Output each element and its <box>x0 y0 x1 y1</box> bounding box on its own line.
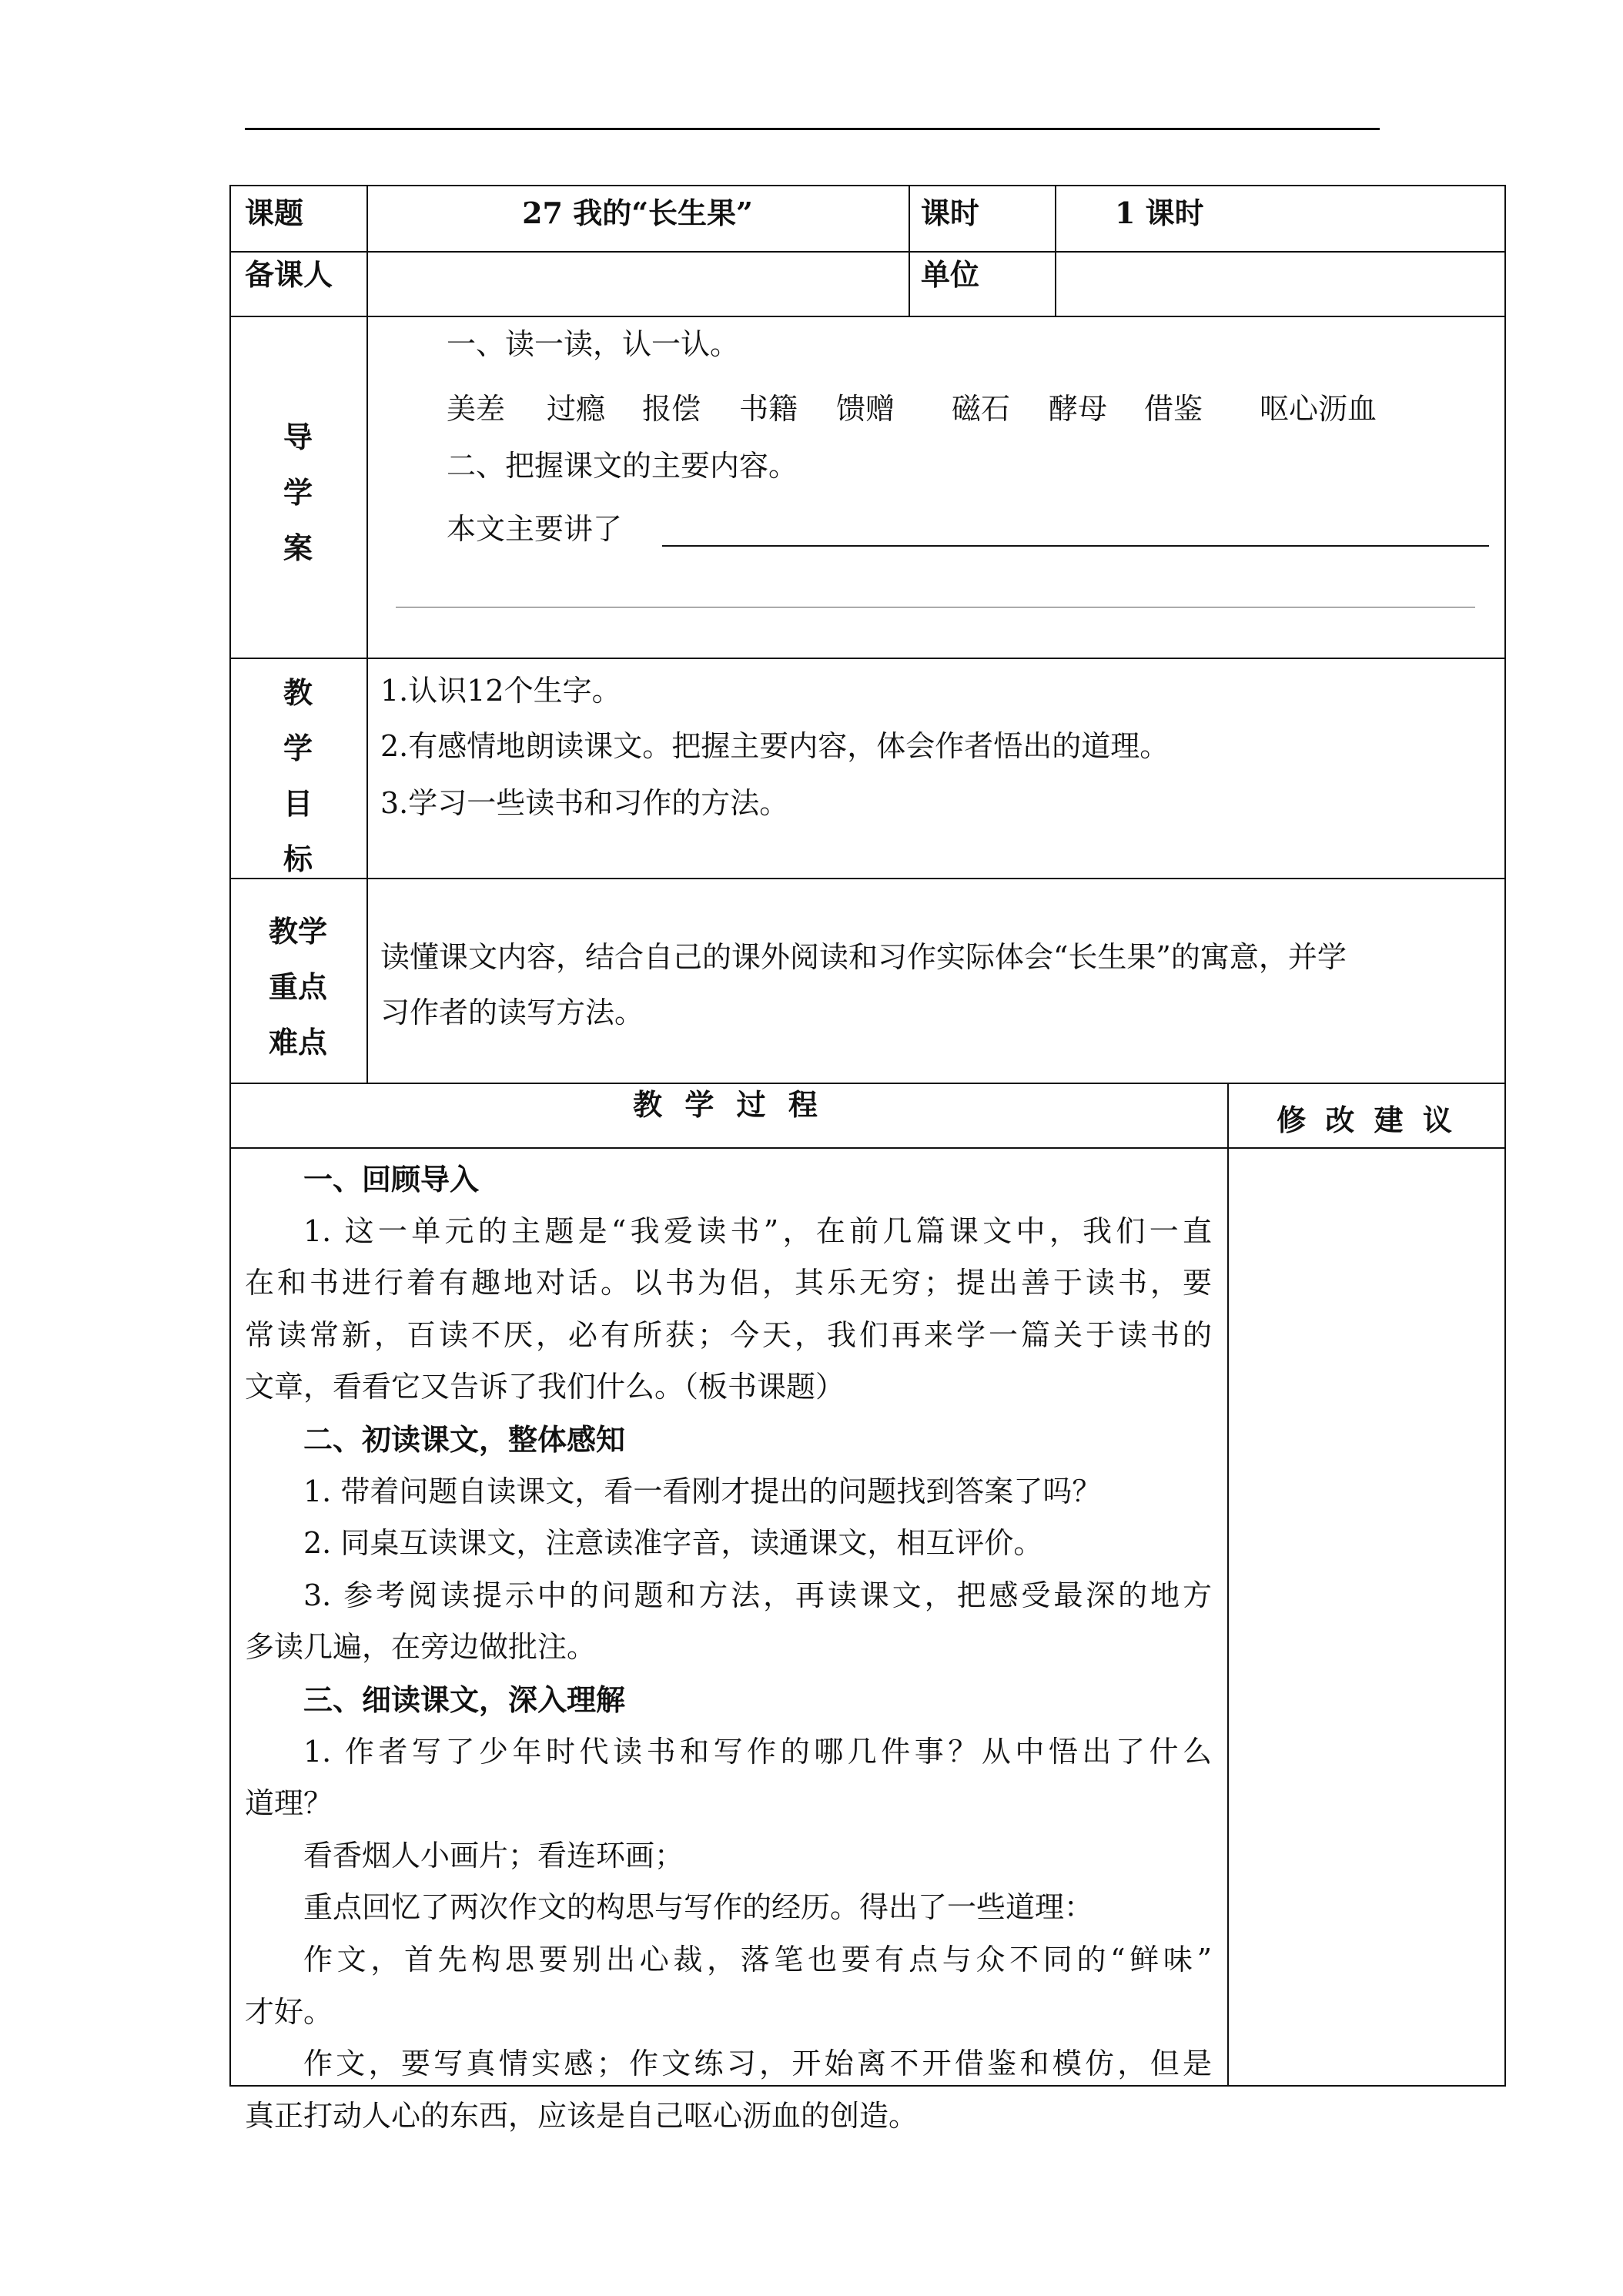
goal-item: 2.有感情地朗读课文。把握主要内容，体会作者悟出的道理。 <box>380 729 1170 763</box>
vocab-word: 报偿 <box>642 392 701 426</box>
process-line: 多读几遍，在旁边做批注。 <box>245 1630 597 1665</box>
key-points-line: 习作者的读写方法。 <box>380 996 644 1029</box>
key-points-line: 读懂课文内容，结合自己的课外阅读和习作实际体会“长生果”的寓意，并学 <box>380 940 1347 974</box>
process-line: 真正打动人心的东西，应该是自己呕心沥血的创造。 <box>245 2098 919 2133</box>
period-value: 1 课时 <box>1115 196 1204 230</box>
topic-label: 课题 <box>245 196 304 230</box>
vocab-word: 磁石 <box>952 392 1011 426</box>
row-divider <box>229 658 1506 659</box>
process-line: 1. 作者写了少年时代读书和写作的哪几件事？从中悟出了什么 <box>303 1734 1212 1769</box>
vocab-word: 呕心沥血 <box>1260 392 1377 426</box>
vocab-word: 美差 <box>447 392 506 426</box>
guide-label: 导 学 案 <box>283 420 313 565</box>
column-divider <box>1227 1083 1229 2087</box>
vocab-word: 过瘾 <box>547 392 606 426</box>
preparer-label: 备课人 <box>245 257 333 292</box>
column-divider <box>1055 185 1056 316</box>
process-line: 1. 带着问题自读课文，看一看刚才提出的问题找到答案了吗？ <box>303 1474 1102 1508</box>
guide-line-summary: 本文主要讲了 <box>447 512 623 546</box>
period-label: 课时 <box>921 196 980 230</box>
process-line: 2. 同桌互读课文，注意读准字音，读通课文，相互评价。 <box>303 1526 1043 1561</box>
process-line: 才好。 <box>245 1994 333 2029</box>
section-heading: 一、回顾导入 <box>303 1162 480 1197</box>
row-divider <box>229 251 1506 253</box>
key-points-label: 教学 重点 难点 <box>268 914 327 1059</box>
row-divider <box>229 1083 1506 1084</box>
answer-line <box>662 545 1489 547</box>
process-line: 3. 参考阅读提示中的问题和方法，再读课文，把感受最深的地方 <box>303 1578 1212 1612</box>
row-divider <box>229 1147 1506 1149</box>
goal-item: 3.学习一些读书和习作的方法。 <box>380 786 789 820</box>
process-line: 在和书进行着有趣地对话。以书为侣，其乐无穷；提出善于读书，要 <box>245 1266 1212 1300</box>
process-line: 重点回忆了两次作文的构思与写作的经历。得出了一些道理： <box>303 1890 1094 1925</box>
vocab-word: 借鉴 <box>1144 392 1203 426</box>
suggestion-title: 修 改 建 议 <box>1277 1103 1457 1137</box>
column-divider <box>366 185 368 1083</box>
process-line: 1. 这一单元的主题是“我爱读书”，在前几篇课文中，我们一直 <box>303 1213 1212 1248</box>
header-rule <box>245 128 1380 130</box>
process-line: 文章，看看它又告诉了我们什么。（板书课题） <box>245 1370 845 1404</box>
process-line: 作文，要写真情实感；作文练习，开始离不开借鉴和模仿，但是 <box>303 2047 1212 2081</box>
row-divider <box>229 878 1506 879</box>
goals-label: 教 学 目 标 <box>283 675 313 876</box>
unit-label: 单位 <box>921 257 980 292</box>
process-line: 常读常新，百读不厌，必有所获；今天，我们再来学一篇关于读书的 <box>245 1317 1212 1352</box>
guide-line-read: 一、读一读，认一认。 <box>447 327 740 361</box>
process-title: 教 学 过 程 <box>633 1087 824 1122</box>
guide-line-main: 二、把握课文的主要内容。 <box>447 449 798 483</box>
process-line: 看香烟人小画片；看连环画； <box>303 1838 684 1873</box>
vocab-word: 馈赠 <box>836 392 895 426</box>
section-heading: 三、细读课文，深入理解 <box>303 1682 626 1717</box>
row-divider <box>229 316 1506 317</box>
vocab-word: 酵母 <box>1049 392 1108 426</box>
goal-item: 1.认识12个生字。 <box>380 674 621 708</box>
section-heading: 二、初读课文，整体感知 <box>303 1421 626 1457</box>
process-line: 道理？ <box>245 1786 333 1821</box>
process-body <box>245 1153 1212 2142</box>
vocab-word: 书籍 <box>739 392 798 426</box>
process-line: 作文，首先构思要别出心裁，落笔也要有点与众不同的“鲜味” <box>303 1942 1212 1976</box>
column-divider <box>909 185 910 316</box>
lesson-title: 27 我的“长生果” <box>522 196 753 230</box>
